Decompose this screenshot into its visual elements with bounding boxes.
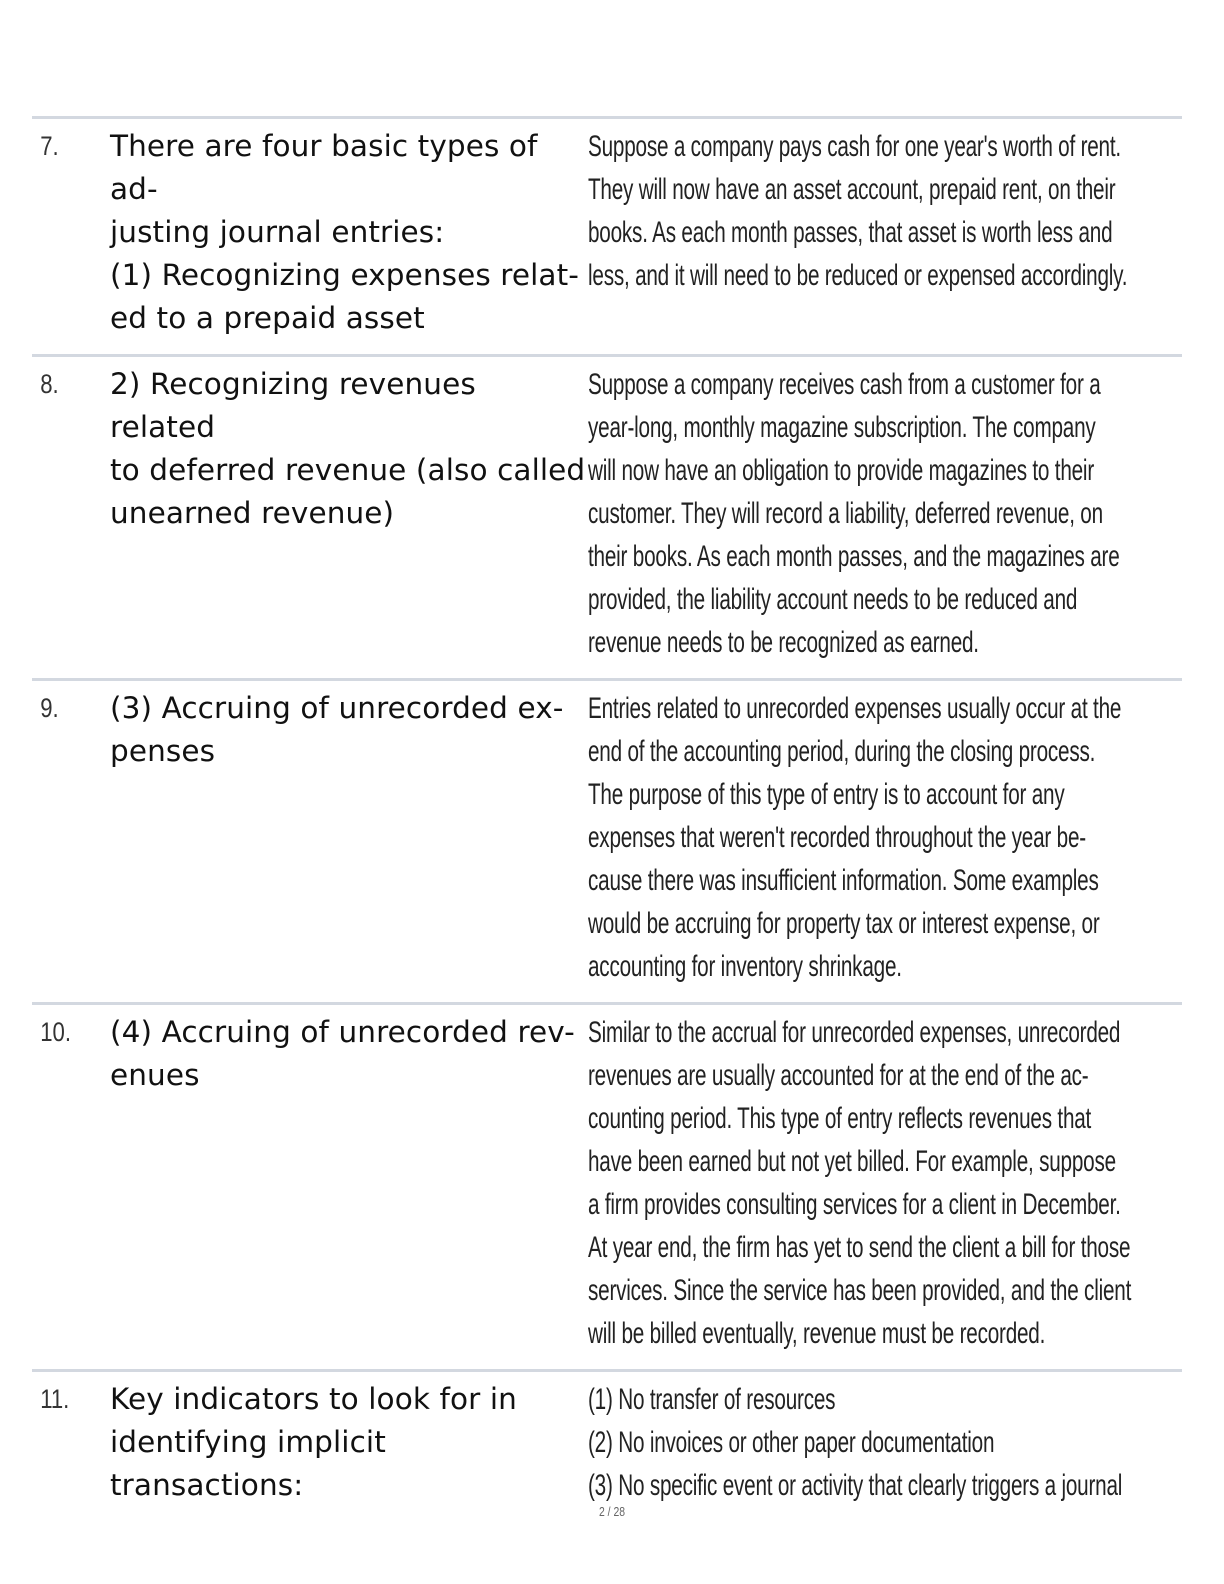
card-definition: Suppose a company pays cash for one year's worth of rent. They will now have an asset account, prepaid rent, on their books. As each month passes, that asset is worth less and less, and it will need to be reduced or expensed accordingly.	[588, 130, 1128, 292]
card-row	[32, 1369, 1182, 1507]
card-number: 8.	[40, 369, 59, 399]
card-number: 10.	[40, 1017, 71, 1047]
card-term: (4) Accruing of unrecorded rev- enues	[110, 1015, 575, 1092]
card-row	[32, 1002, 1182, 1369]
card-term: There are four basic types of ad- justing journal entries: (1) Recognizing expenses relat- ed to a prepaid asset	[110, 129, 579, 335]
card-definition-cell	[588, 1378, 1182, 1507]
card-definition-cell	[588, 363, 1182, 664]
card-definition-cell	[588, 687, 1182, 988]
card-term: Key indicators to look for in identifying implicit transactions:	[110, 1382, 517, 1502]
card-definition: Similar to the accrual for unrecorded expenses, unrecorded revenues are usually accounted for at the end of the ac- counting period. This type of entry reflects revenues that have been earned but not yet billed. For example, suppose a firm provides consulting services for a client in December. At year end, the firm has yet to send the client a bill for those services. Since the service has been provided, and the client will be billed eventually, revenue must be recorded.	[588, 1016, 1132, 1350]
card-term: 2) Recognizing revenues related to deferred revenue (also called unearned revenue)	[110, 367, 586, 530]
card-row	[32, 678, 1182, 1002]
page-indicator: 2 / 28	[598, 1504, 626, 1519]
card-definition: (1) No transfer of resources (2) No invoices or other paper documentation (3) No specific event or activity that clearly triggers a journal	[588, 1383, 1123, 1502]
card-definition-cell	[588, 1011, 1182, 1355]
card-term: (3) Accruing of unrecorded ex- penses	[110, 691, 564, 768]
card-number: 11.	[40, 1384, 70, 1414]
card-number: 7.	[40, 131, 59, 161]
card-definition: Entries related to unrecorded expenses usually occur at the end of the accounting period, during the closing process. The purpose of this type of entry is to account for any expenses that weren't recorded throughout the year be- cause there was insufficient information. Some examples would be accruing for property tax or interest expense, or accounting for inventory shrinkage.	[588, 692, 1122, 983]
card-definition-cell	[588, 125, 1182, 340]
flashcard-table	[32, 116, 1182, 1507]
card-row	[32, 116, 1182, 354]
card-number: 9.	[40, 693, 59, 723]
card-definition: Suppose a company receives cash from a customer for a year-long, monthly magazine subscription. The company will now have an obligation to provide magazines to their customer. They will record a liability, deferred revenue, on their books. As each month passes, and the magazines are provided, the liability account needs to be reduced and revenue needs to be recognized as earned.	[588, 368, 1120, 659]
card-row	[32, 354, 1182, 678]
